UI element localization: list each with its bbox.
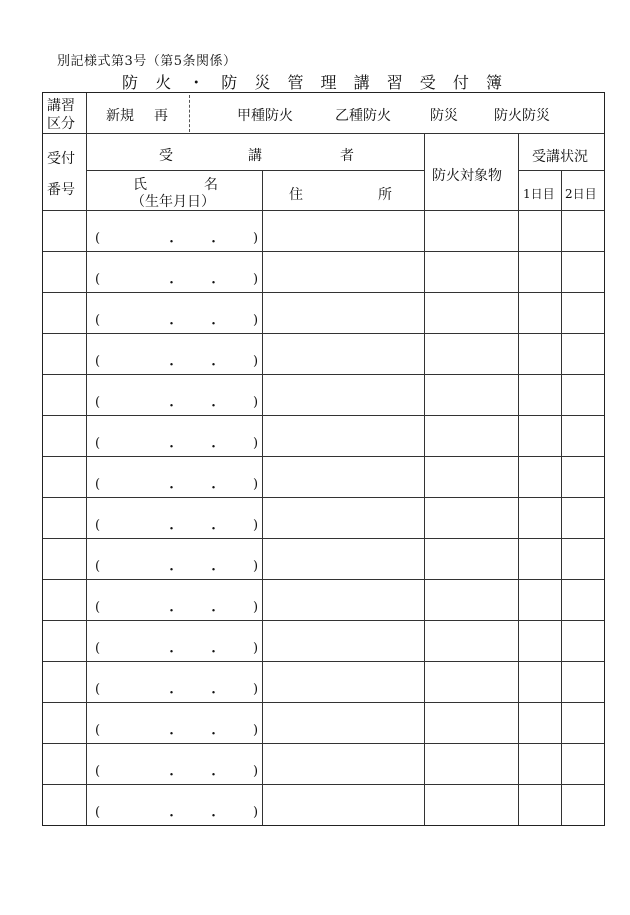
row-open-paren: (: [95, 723, 101, 738]
address-char-2: 所: [378, 187, 392, 203]
reception-label-line1: 受付: [47, 151, 75, 167]
header-bottom-line: [43, 210, 604, 211]
row-divider: [43, 415, 604, 416]
course-dashed-divider: [189, 95, 190, 132]
row-divider: [43, 497, 604, 498]
fire-target-label: 防火対象物: [432, 168, 502, 184]
page-title: 防 火 ・ 防 災 管 理 講 習 受 付 簿: [122, 73, 508, 92]
row-dot-1: ・: [165, 358, 179, 373]
row-dot-1: ・: [165, 686, 179, 701]
row-dot-1: ・: [165, 809, 179, 824]
row-open-paren: (: [95, 682, 101, 697]
form-number: 別記様式第3号（第5条関係）: [57, 54, 237, 69]
row-close-paren: ): [253, 723, 259, 738]
row-dot-1: ・: [165, 604, 179, 619]
row-open-paren: (: [95, 518, 101, 533]
row-divider: [43, 374, 604, 375]
row-dot-2: ・: [207, 317, 221, 332]
row-close-paren: ): [253, 764, 259, 779]
option-otsu-fire: 乙種防火: [335, 108, 391, 124]
course-label-line1: 講習: [47, 98, 75, 114]
row-dot-2: ・: [207, 604, 221, 619]
new-label: 新規: [106, 108, 134, 124]
row-dot-2: ・: [207, 645, 221, 660]
row-dot-2: ・: [207, 276, 221, 291]
row-open-paren: (: [95, 231, 101, 246]
day2-label: 2日目: [565, 187, 597, 201]
row-dot-2: ・: [207, 809, 221, 824]
row-close-paren: ): [253, 641, 259, 656]
row-close-paren: ): [253, 559, 259, 574]
row-open-paren: (: [95, 641, 101, 656]
row-open-paren: (: [95, 436, 101, 451]
row-dot-2: ・: [207, 686, 221, 701]
row-open-paren: (: [95, 764, 101, 779]
row-divider: [43, 538, 604, 539]
row-divider: [43, 702, 604, 703]
row-close-paren: ): [253, 600, 259, 615]
row-close-paren: ): [253, 805, 259, 820]
row-divider: [43, 620, 604, 621]
row-close-paren: ): [253, 354, 259, 369]
option-kou-fire: 甲種防火: [237, 108, 293, 124]
row-dot-2: ・: [207, 440, 221, 455]
name-char-1: 氏: [133, 177, 147, 193]
row-divider: [43, 579, 604, 580]
attendee-subheader-divider: [86, 170, 424, 171]
row-dot-2: ・: [207, 563, 221, 578]
row-divider: [43, 784, 604, 785]
course-row-divider: [43, 133, 604, 134]
row-open-paren: (: [95, 313, 101, 328]
row-divider: [43, 661, 604, 662]
row-dot-2: ・: [207, 522, 221, 537]
row-dot-2: ・: [207, 235, 221, 250]
row-dot-2: ・: [207, 727, 221, 742]
row-close-paren: ): [253, 518, 259, 533]
col-line-address: [424, 133, 425, 825]
row-divider: [43, 456, 604, 457]
course-label-line2: 区分: [47, 116, 75, 132]
birthdate-label: （生年月日）: [131, 194, 215, 210]
row-dot-2: ・: [207, 358, 221, 373]
row-open-paren: (: [95, 805, 101, 820]
row-dot-1: ・: [165, 317, 179, 332]
row-dot-1: ・: [165, 645, 179, 660]
reception-label-line2: 番号: [47, 182, 75, 198]
name-char-2: 名: [204, 177, 218, 193]
renew-label: 再: [154, 108, 168, 124]
row-open-paren: (: [95, 559, 101, 574]
registration-table: [42, 92, 605, 826]
row-close-paren: ): [253, 313, 259, 328]
row-dot-1: ・: [165, 276, 179, 291]
row-dot-1: ・: [165, 768, 179, 783]
row-dot-2: ・: [207, 768, 221, 783]
row-dot-1: ・: [165, 481, 179, 496]
row-open-paren: (: [95, 354, 101, 369]
row-dot-2: ・: [207, 481, 221, 496]
col-line-reception: [86, 93, 87, 825]
row-dot-1: ・: [165, 440, 179, 455]
row-divider: [43, 251, 604, 252]
attendee-char-1: 受: [159, 148, 173, 164]
attendance-status-label: 受講状況: [532, 149, 588, 165]
row-dot-2: ・: [207, 399, 221, 414]
row-close-paren: ): [253, 682, 259, 697]
row-divider: [43, 743, 604, 744]
row-close-paren: ): [253, 436, 259, 451]
row-close-paren: ): [253, 395, 259, 410]
row-close-paren: ): [253, 272, 259, 287]
attendee-char-3: 者: [340, 148, 354, 164]
row-open-paren: (: [95, 477, 101, 492]
row-open-paren: (: [95, 395, 101, 410]
row-divider: [43, 292, 604, 293]
row-open-paren: (: [95, 600, 101, 615]
row-divider: [43, 333, 604, 334]
attendee-char-2: 講: [248, 148, 262, 164]
option-disaster: 防災: [430, 108, 458, 124]
row-dot-1: ・: [165, 727, 179, 742]
option-fire-disaster: 防火防災: [494, 108, 550, 124]
row-dot-1: ・: [165, 399, 179, 414]
address-char-1: 住: [289, 187, 303, 203]
row-dot-1: ・: [165, 563, 179, 578]
row-close-paren: ): [253, 231, 259, 246]
row-dot-1: ・: [165, 522, 179, 537]
day1-label: 1日目: [523, 187, 555, 201]
col-line-fire-target: [518, 133, 519, 825]
row-open-paren: (: [95, 272, 101, 287]
row-dot-1: ・: [165, 235, 179, 250]
row-close-paren: ): [253, 477, 259, 492]
